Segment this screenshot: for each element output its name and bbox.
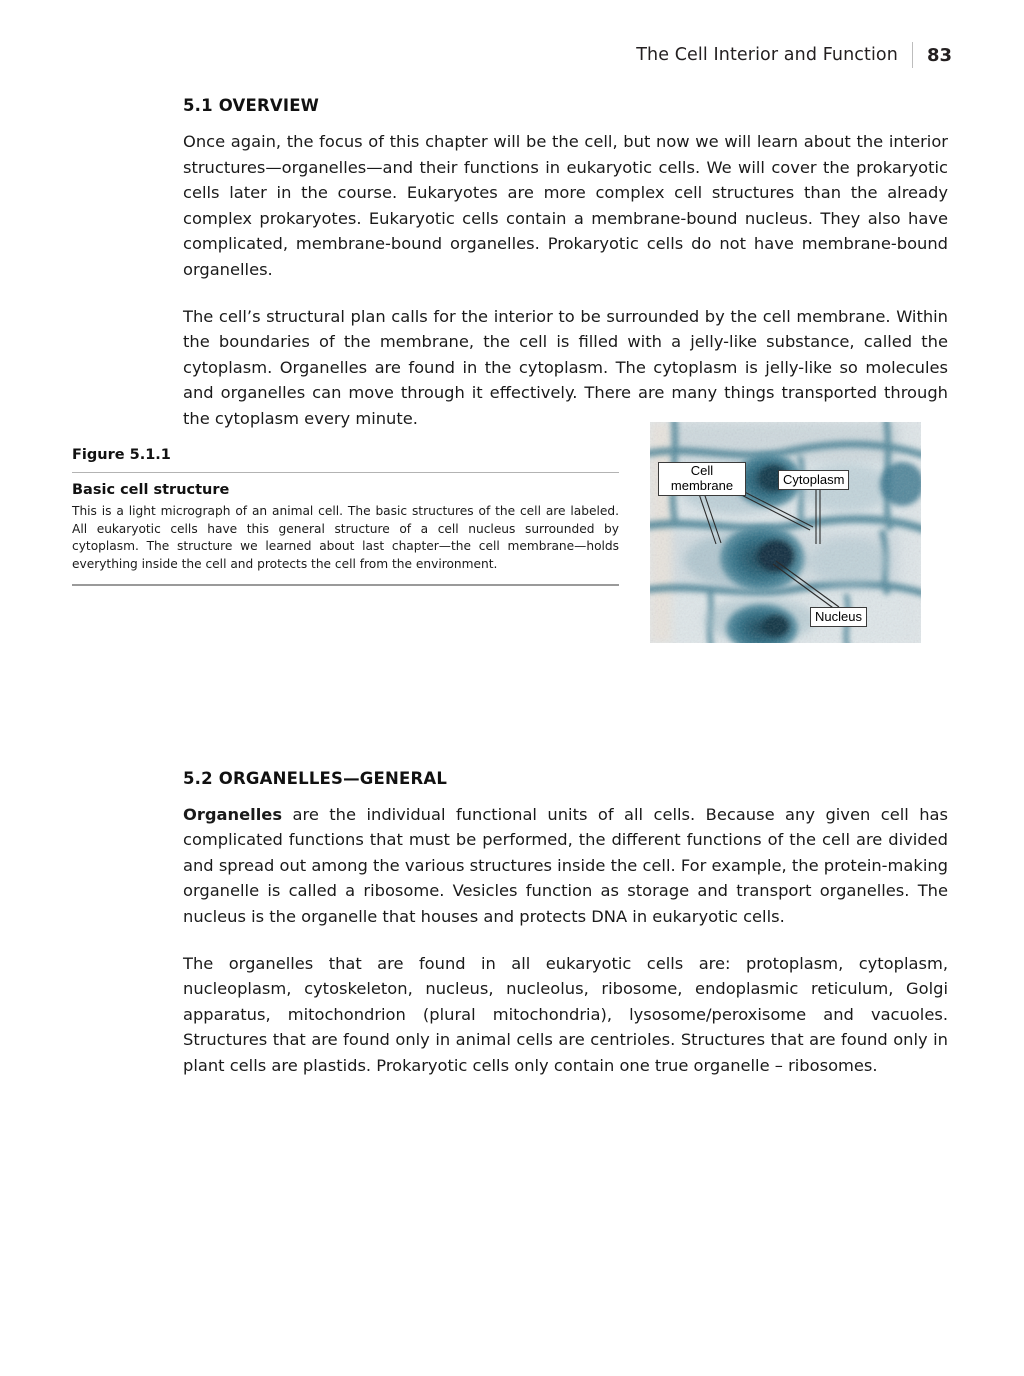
paragraph-organelles-2: The organelles that are found in all eukaryotic cells are: protoplasm, cytoplasm, nucleoplasm, cytoskeleton, nucleus, nucleolus, ribosome, endoplasmic reticulum, Golgi apparatus, mitochondrion (plural mitochondria), lysosome/peroxisome and vacuoles. Structures that are found only in animal cells are centrioles. Structures that are found only in plant cells are plastids. Prokaryotic cells only contain one true organelle – ribosomes. (183, 953, 948, 1075)
paragraph-organelles-1-rest: are the individual functional units of all cells. Because any given cell has complicated functions that must be performed, the different functions of the cell are divided and spread out among the various structures inside the cell. For example, the protein-making organelle is called a ribosome. Vesicles function as storage and transport organelles. The nucleus is the organelle that houses and protects DNA in eukaryotic cells. (183, 804, 948, 926)
header-title: The Cell Interior and Function (636, 45, 898, 65)
micrograph-label-nucleus: Nucleus (810, 607, 867, 627)
micrograph-artwork (650, 422, 921, 643)
section-heading-overview: 5.1 OVERVIEW (183, 96, 320, 115)
lead-term-organelles: Organelles (183, 804, 283, 824)
figure-number: Figure 5.1.1 (72, 447, 171, 463)
paragraph-organelles-1 (183, 802, 948, 930)
figure-caption-block (72, 447, 619, 586)
figure-rule-bottom (72, 584, 619, 586)
figure-title: Basic cell structure (72, 482, 230, 498)
figure-micrograph-image (650, 422, 921, 643)
figure-caption-text: This is a light micrograph of an animal cell. The basic structures of the cell are labeled. All eukaryotic cells have this general structure of a cell nucleus surrounded by cytoplasm. The structure we learned about last chapter—the cell membrane—holds everything inside the cell and protects the cell from the environment. (72, 504, 619, 571)
micrograph-label-cell-membrane: Cell membrane (658, 462, 746, 496)
page-number: 83 (926, 44, 952, 66)
paragraph-overview-2: The cell’s structural plan calls for the interior to be surrounded by the cell membrane. Within the boundaries of the membrane, the cell is filled with a jelly-like substance, called the cytoplasm. Organelles are found in the cytoplasm. The cytoplasm is jelly-like so molecules and organelles can move through it effectively. There are many things transported through the cytoplasm every minute. (183, 306, 948, 428)
section-heading-organelles: 5.2 ORGANELLES—GENERAL (183, 768, 448, 788)
micrograph-label-cytoplasm: Cytoplasm (778, 470, 849, 490)
paragraph-overview-1: Once again, the focus of this chapter will be the cell, but now we will learn about the interior structures—organelles—and their functions in eukaryotic cells. We will cover the prokaryotic cells later in the course. Eukaryotes are more complex cell structures than the already complex prokaryotes. Eukaryotic cells contain a membrane-bound nucleus. They also have complicated, membrane-bound organelles. Prokaryotic cells do not have membrane-bound organelles. (183, 132, 948, 279)
header-separator (912, 42, 913, 68)
page-header (636, 40, 952, 70)
figure-rule-top (72, 472, 619, 473)
